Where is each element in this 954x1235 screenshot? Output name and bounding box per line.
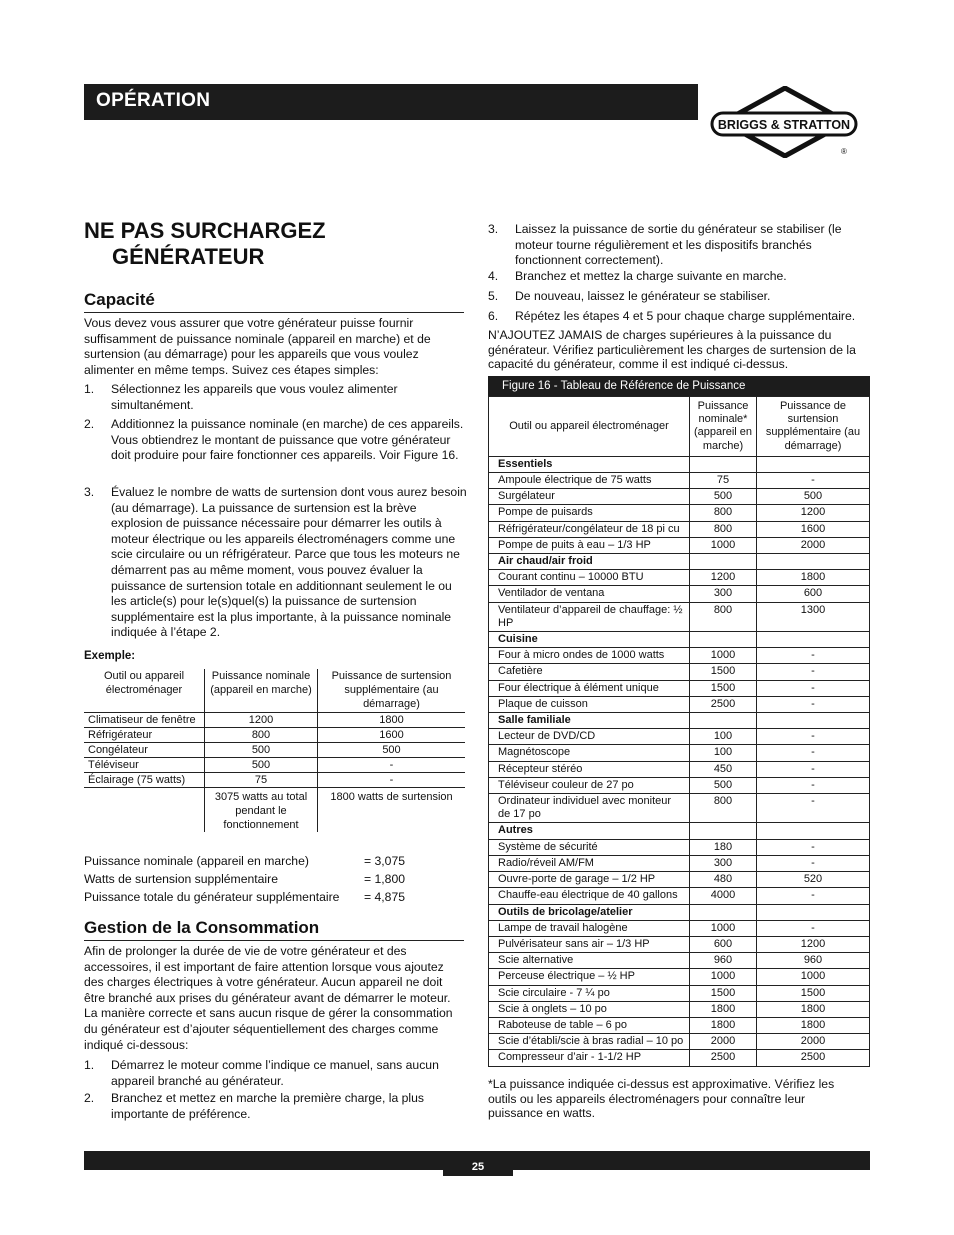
- figure-footnote: *La puissance indiquée ci-dessus est approximative. Vérifiez les outils ou les appareils électroménagers pour connaître leur puissance en watts.: [488, 1077, 835, 1121]
- reference-category-row: Air chaud/air froid: [489, 554, 870, 570]
- table-row: Téléviseur 500 -: [84, 758, 465, 773]
- management-step-4: 4. Branchez et mettez la charge suivante en marche.: [488, 269, 787, 283]
- management-step-3: 3. Laissez la puissance de sortie du générateur se stabiliser (le moteur tourne régulièrement et les dispositifs branchés fonctionnent correctement).: [488, 222, 842, 268]
- page-number: 25: [443, 1156, 513, 1176]
- table-row: Four électrique à élément unique 1500 -: [489, 680, 870, 696]
- example-header-nominal: Puissance nominale (appareil en marche): [205, 669, 318, 713]
- section-title: OPÉRATION: [96, 90, 211, 111]
- example-header-surge: Puissance de surtension supplémentaire (au démarrage): [318, 669, 466, 713]
- table-row: Ordinateur individuel avec moniteur de 17 po 800 -: [489, 794, 870, 823]
- table-row: Récepteur stéréo 450 -: [489, 761, 870, 777]
- example-total-row: 3075 watts au total pendant le fonctionnement 1800 watts de surtension: [84, 788, 465, 833]
- reference-category-row: Cuisine: [489, 632, 870, 648]
- capacity-step-2: 2. Additionnez la puissance nominale (en marche) de ces appareils. Vous obtiendrez le montant de puissance que votre générateur doit produire pour faire fonctionner ces appareils. Voir Figure 16.: [84, 417, 464, 463]
- management-step-2: 2. Branchez et mettez en marche la première charge, la plus importante de préférence.: [84, 1091, 424, 1121]
- table-row: Plaque de cuisson 2500 -: [489, 696, 870, 712]
- total-surge-line: Watts de surtension supplémentaire = 1,800: [84, 872, 406, 886]
- table-row: Éclairage (75 watts) 75 -: [84, 773, 465, 788]
- title-line-2: GÉNÉRATEUR: [112, 244, 265, 269]
- table-row: Congélateur 500 500: [84, 743, 465, 758]
- table-row: Réfrigérateur 800 1600: [84, 728, 465, 743]
- table-row: Courant continu – 10000 BTU 1200 1800: [489, 570, 870, 586]
- table-row: Surgélateur 500 500: [489, 489, 870, 505]
- table-row: Perceuse électrique – ½ HP 1000 1000: [489, 969, 870, 985]
- table-row: Pompe de puisards 800 1200: [489, 505, 870, 521]
- capacity-heading: Capacité: [84, 290, 464, 313]
- overload-warning: N’AJOUTEZ JAMAIS de charges supérieures à la puissance du générateur. Vérifiez particulièrement les charges de surtension de la capacité du générateur, comme il est indiqué ci-dessus.: [488, 328, 856, 372]
- total-nominal-line: Puissance nominale (appareil en marche) = 3,075: [84, 854, 406, 868]
- table-row: Pompe de puits à eau – 1/3 HP 1000 2000: [489, 537, 870, 553]
- table-row: Téléviseur couleur de 27 po 500 -: [489, 777, 870, 793]
- reference-header-surge: Puissance de surtension supplémentaire (au démarrage): [757, 397, 870, 457]
- table-row: Scie circulaire - 7 ¼ po 1500 1500: [489, 985, 870, 1001]
- title-line-1: NE PAS SURCHARGEZ: [84, 218, 326, 243]
- management-intro: Afin de prolonger la durée de vie de votre générateur et des accessoires, il est important de faire attention lorsque vous ajoutez des charges électriques à votre générateur. Aucun appareil ne doit être branché aux prises du générateur avant de démarrer le moteur. La manière correcte et sans aucun risque de gérer la consommation du générateur est d’ajouter séquentiellement des charges comme indiqué ci-dessous:: [84, 944, 453, 1052]
- table-row: Cafetière 1500 -: [489, 664, 870, 680]
- svg-text:BRIGGS & STRATTON: BRIGGS & STRATTON: [717, 118, 851, 132]
- total-generator-line: Puissance totale du générateur supplémentaire = 4,875: [84, 890, 406, 904]
- reference-category-row: Outils de bricolage/atelier: [489, 904, 870, 920]
- example-table: [84, 669, 465, 832]
- reference-category-row: Autres: [489, 823, 870, 839]
- capacity-step-1: 1. Sélectionnez les appareils que vous voulez alimenter simultanément.: [84, 382, 398, 412]
- table-row: Ampoule électrique de 75 watts 75 -: [489, 473, 870, 489]
- management-step-6: 6. Répétez les étapes 4 et 5 pour chaque charge supplémentaire.: [488, 309, 856, 323]
- capacity-intro: Vous devez vous assurer que votre générateur puisse fournir suffisamment de puissance nominale (appareil en marche) et de surtension (au démarrage) pour les appareils que vous voulez alimenter en même temps. Suivez ces étapes simples:: [84, 316, 431, 377]
- capacity-step-3: 3. Évaluez le nombre de watts de surtension dont vous aurez besoin (au démarrage). La puissance de surtension est la brève explosion de puissance nécessaire pour démarrer les outils à moteur électrique ou les appareils électroménagers comme une scie circulaire ou un réfrigérateur. Parce que tous les moteurs ne démarrent pas au même moment, vous pouvez évaluer la puissance de surtension totale en additionnant seulement le ou les article(s) pour le(s)quel(s) la puissance de surtension supplémentaire est la plus importante, à la puissance nominale indiquée à l’étape 2.: [84, 485, 467, 640]
- briggs-stratton-logo: [708, 86, 862, 158]
- svg-text:®: ®: [841, 147, 847, 156]
- table-row: Ouvre-porte de garage – 1/2 HP 480 520: [489, 872, 870, 888]
- table-row: Magnétoscope 100 -: [489, 745, 870, 761]
- reference-category-row: Essentiels: [489, 456, 870, 472]
- table-row: Lampe de travail halogène 1000 -: [489, 920, 870, 936]
- reference-header-tool: Outil ou appareil électroménager: [489, 397, 690, 457]
- figure-title-bar: [488, 376, 870, 396]
- reference-header-nominal: Puissance nominale* (appareil en marche): [690, 397, 757, 457]
- table-row: Scie alternative 960 960: [489, 953, 870, 969]
- table-row: Lecteur de DVD/CD 100 -: [489, 729, 870, 745]
- example-title: Exemple:: [84, 650, 136, 662]
- management-heading: Gestion de la Consommation: [84, 918, 464, 941]
- table-row: Pulvérisateur sans air – 1/3 HP 600 1200: [489, 936, 870, 952]
- table-row: Chauffe-eau électrique de 40 gallons 4000 -: [489, 888, 870, 904]
- management-step-5: 5. De nouveau, laissez le générateur se stabiliser.: [488, 289, 771, 303]
- table-row: Système de sécurité 180 -: [489, 839, 870, 855]
- table-row: Ventilador de ventana 300 600: [489, 586, 870, 602]
- management-step-1: 1. Démarrez le moteur comme l’indique ce manuel, sans aucun appareil branché au générateur.: [84, 1058, 439, 1088]
- table-row: Climatiseur de fenêtre 1200 1800: [84, 713, 465, 728]
- power-reference-table: [488, 396, 870, 1067]
- table-row: Scie à onglets – 10 po 1800 1800: [489, 1001, 870, 1017]
- reference-category-row: Salle familiale: [489, 713, 870, 729]
- figure-title: Figure 16 - Tableau de Référence de Puissance: [502, 380, 746, 392]
- reference-header-row: [489, 397, 870, 457]
- table-row: Radio/réveil AM/FM 300 -: [489, 855, 870, 871]
- table-row: Raboteuse de table – 6 po 1800 1800: [489, 1017, 870, 1033]
- example-header-tool: Outil ou appareil électroménager: [84, 669, 205, 713]
- table-row: Compresseur d’air - 1-1/2 HP 2500 2500: [489, 1050, 870, 1066]
- table-row: Réfrigérateur/congélateur de 18 pi cu 800 1600: [489, 521, 870, 537]
- table-row: Four à micro ondes de 1000 watts 1000 -: [489, 648, 870, 664]
- table-row: Scie d’établi/scie à bras radial – 10 po 2000 2000: [489, 1034, 870, 1050]
- page-title: [84, 218, 326, 270]
- table-row: Ventilateur d’appareil de chauffage: ½ HP 800 1300: [489, 602, 870, 631]
